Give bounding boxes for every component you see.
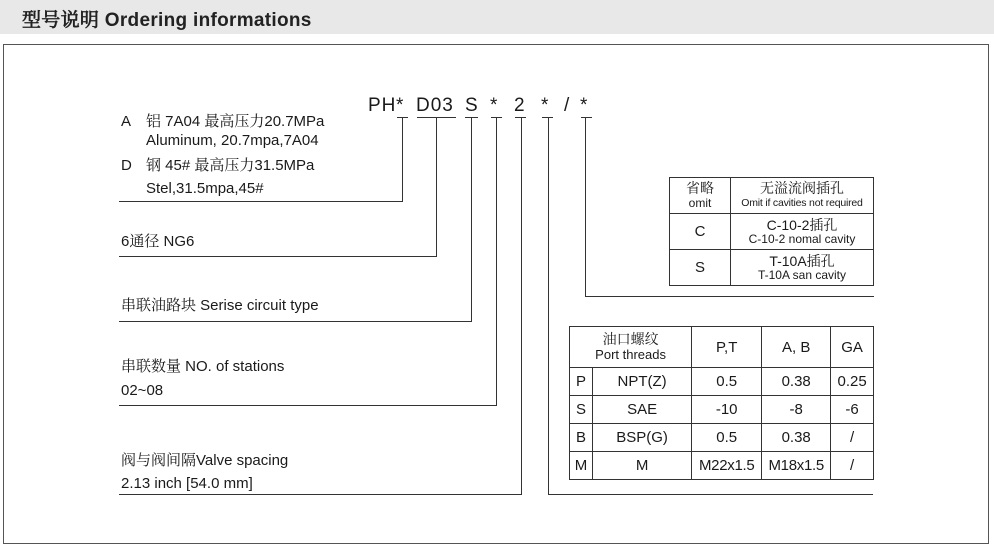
- leader-size-v: [436, 117, 437, 257]
- code-star-4: *: [580, 95, 589, 116]
- port-ab: 0.38: [762, 424, 831, 452]
- leader-spacing-h: [119, 494, 522, 495]
- cavity-head-cn: 省略: [686, 179, 714, 196]
- port-name: NPT(Z): [593, 368, 692, 396]
- cavity-desc-cn: C-10-2插孔: [766, 216, 838, 233]
- cavity-desc-cn: T-10A插孔: [769, 252, 835, 269]
- cavity-row: [670, 250, 874, 286]
- material-a-cn: 铝 7A04 最高压力20.7MPa: [146, 113, 325, 130]
- material-a-en: Aluminum, 20.7mpa,7A04: [146, 132, 319, 149]
- leader-size-h: [119, 256, 437, 257]
- port-name: SAE: [593, 396, 692, 424]
- port-row: [570, 452, 874, 480]
- leader-material-h: [119, 201, 403, 202]
- code-slash: /: [564, 95, 571, 116]
- code-underline-7: [581, 117, 592, 118]
- port-ga: /: [831, 452, 874, 480]
- cavity-head-desc-cn: 无溢流阀插孔: [760, 179, 844, 196]
- spacing-label: 阀与阀间隔Valve spacing: [121, 452, 289, 469]
- size-label: 6通径 NG6: [121, 233, 195, 250]
- port-col-ab: A, B: [762, 327, 831, 368]
- cavity-desc-en: T-10A san cavity: [757, 267, 847, 282]
- cavity-table-header: [670, 178, 874, 214]
- cavity-table: [669, 177, 874, 286]
- cavity-head-desc: [731, 178, 874, 214]
- circuit-label: 串联油路块 Serise circuit type: [121, 297, 319, 314]
- port-row: [570, 368, 874, 396]
- port-head-en: Port threads: [595, 347, 666, 362]
- material-d-cn: 钢 45# 最高压力31.5MPa: [146, 157, 315, 174]
- cavity-head-desc-en: Omit if cavities not required: [741, 196, 863, 209]
- port-name: BSP(G): [593, 424, 692, 452]
- section-title: 型号说明 Ordering informations: [22, 10, 312, 31]
- port-row: [570, 424, 874, 452]
- port-col-pt: P,T: [692, 327, 762, 368]
- port-code: M: [570, 452, 593, 480]
- port-pt: M22x1.5: [692, 452, 762, 480]
- leader-cavity-v: [585, 117, 586, 297]
- code-ph: PH: [368, 95, 397, 116]
- port-ab: 0.38: [762, 368, 831, 396]
- material-a-letter: A: [121, 113, 132, 130]
- port-code: S: [570, 396, 593, 424]
- code-star-2: *: [490, 95, 499, 116]
- port-pt: 0.5: [692, 368, 762, 396]
- code-s: S: [465, 95, 479, 116]
- port-ab: M18x1.5: [762, 452, 831, 480]
- cavity-head-omit: [670, 178, 731, 214]
- stations-label: 串联数量 NO. of stations: [121, 358, 285, 375]
- material-d-letter: D: [121, 157, 132, 174]
- leader-circuit-h: [119, 321, 472, 322]
- port-head: [570, 327, 692, 368]
- port-code: B: [570, 424, 593, 452]
- leader-spacing-v: [521, 117, 522, 495]
- code-d03: D03: [416, 95, 454, 116]
- cavity-desc: [731, 250, 874, 286]
- port-pt: 0.5: [692, 424, 762, 452]
- port-col-ga: GA: [831, 327, 874, 368]
- material-d-en: Stel,31.5mpa,45#: [146, 180, 264, 197]
- port-head-cn: 油口螺纹: [602, 331, 659, 347]
- leader-port-h: [548, 494, 873, 495]
- port-ga: -6: [831, 396, 874, 424]
- cavity-desc-en: C-10-2 nomal cavity: [748, 231, 856, 246]
- code-2: 2: [514, 95, 526, 116]
- cavity-code: C: [670, 214, 731, 250]
- leader-stations-v: [496, 117, 497, 406]
- leader-port-v: [548, 117, 549, 495]
- code-star-1: *: [396, 95, 405, 116]
- cavity-desc: [731, 214, 874, 250]
- leader-circuit-v: [471, 117, 472, 322]
- port-ab: -8: [762, 396, 831, 424]
- cavity-code: S: [670, 250, 731, 286]
- port-name: M: [593, 452, 692, 480]
- cavity-head-en: omit: [688, 195, 712, 210]
- port-pt: -10: [692, 396, 762, 424]
- port-row: [570, 396, 874, 424]
- leader-material-v: [402, 117, 403, 202]
- spacing-value: 2.13 inch [54.0 mm]: [121, 475, 253, 492]
- leader-cavity-h: [585, 296, 874, 297]
- port-code: P: [570, 368, 593, 396]
- code-star-3: *: [541, 95, 550, 116]
- port-threads-table: [569, 326, 874, 480]
- cavity-row: [670, 214, 874, 250]
- stations-range: 02~08: [121, 382, 164, 399]
- leader-stations-h: [119, 405, 497, 406]
- port-ga: /: [831, 424, 874, 452]
- port-table-header: [570, 327, 874, 368]
- section-header: [0, 0, 994, 34]
- port-ga: 0.25: [831, 368, 874, 396]
